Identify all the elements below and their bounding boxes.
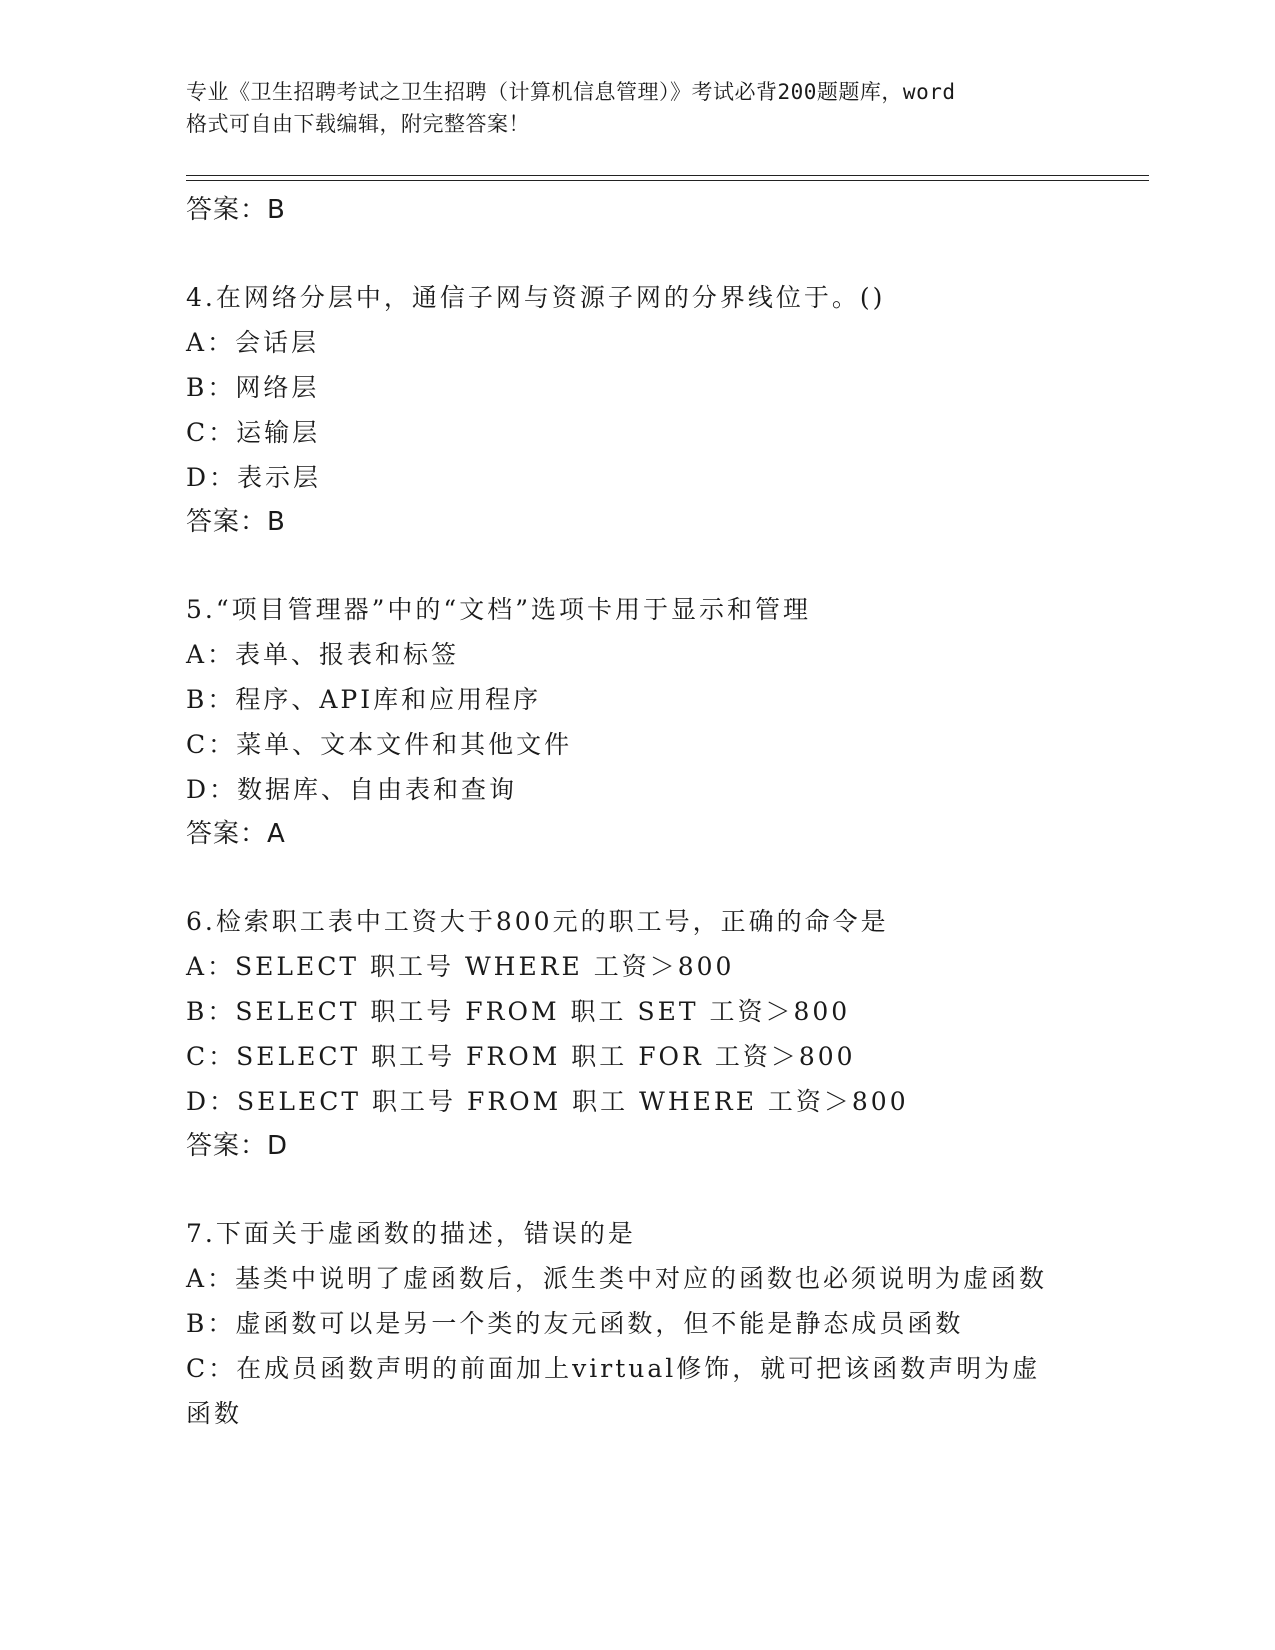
option-b: B：网络层 [186, 373, 320, 402]
question-stem: 4.在网络分层中，通信子网与资源子网的分界线位于。() [186, 283, 886, 312]
question-6 [186, 899, 1086, 1169]
question-list [186, 188, 1086, 1436]
answer: 答案：A [186, 819, 286, 849]
option-b: B：SELECT 职工号 FROM 职工 SET 工资＞800 [186, 997, 851, 1026]
header-title-line-2: 格式可自由下载编辑，附完整答案！ [186, 112, 530, 136]
option-c: C：菜单、文本文件和其他文件 [186, 730, 573, 759]
header-divider-top [186, 175, 1149, 176]
option-b: B：虚函数可以是另一个类的友元函数，但不能是静态成员函数 [186, 1309, 964, 1338]
option-c-continued: 函数 [186, 1399, 243, 1428]
option-a: A：表单、报表和标签 [186, 640, 460, 669]
header-divider-bottom [186, 180, 1149, 181]
answer-q3: 答案：B [186, 195, 286, 225]
option-d: D：SELECT 职工号 FROM 职工 WHERE 工资＞800 [186, 1087, 909, 1116]
option-c: C：运输层 [186, 418, 321, 447]
option-a: A：基类中说明了虚函数后，派生类中对应的函数也必须说明为虚函数 [186, 1264, 1048, 1293]
document-header [186, 76, 1086, 140]
question-stem: 6.检索职工表中工资大于800元的职工号，正确的命令是 [186, 907, 889, 936]
answer: 答案：B [186, 507, 286, 537]
option-d: D：数据库、自由表和查询 [186, 775, 518, 804]
question-stem: 7.下面关于虚函数的描述，错误的是 [186, 1219, 636, 1248]
option-c: C：在成员函数声明的前面加上virtual修饰，就可把该函数声明为虚 [186, 1354, 1041, 1383]
question-4 [186, 275, 1086, 545]
option-a: A：会话层 [186, 328, 320, 357]
question-7 [186, 1211, 1086, 1436]
question-stem: 5.“项目管理器”中的“文档”选项卡用于显示和管理 [186, 595, 811, 624]
option-c: C：SELECT 职工号 FROM 职工 FOR 工资＞800 [186, 1042, 856, 1071]
option-a: A：SELECT 职工号 WHERE 工资＞800 [186, 952, 735, 981]
question-5 [186, 587, 1086, 857]
header-title-line-1: 专业《卫生招聘考试之卫生招聘（计算机信息管理）》考试必背200题题库，word [186, 80, 956, 104]
option-d: D：表示层 [186, 463, 322, 492]
answer: 答案：D [186, 1131, 289, 1161]
option-b: B：程序、API库和应用程序 [186, 685, 542, 714]
